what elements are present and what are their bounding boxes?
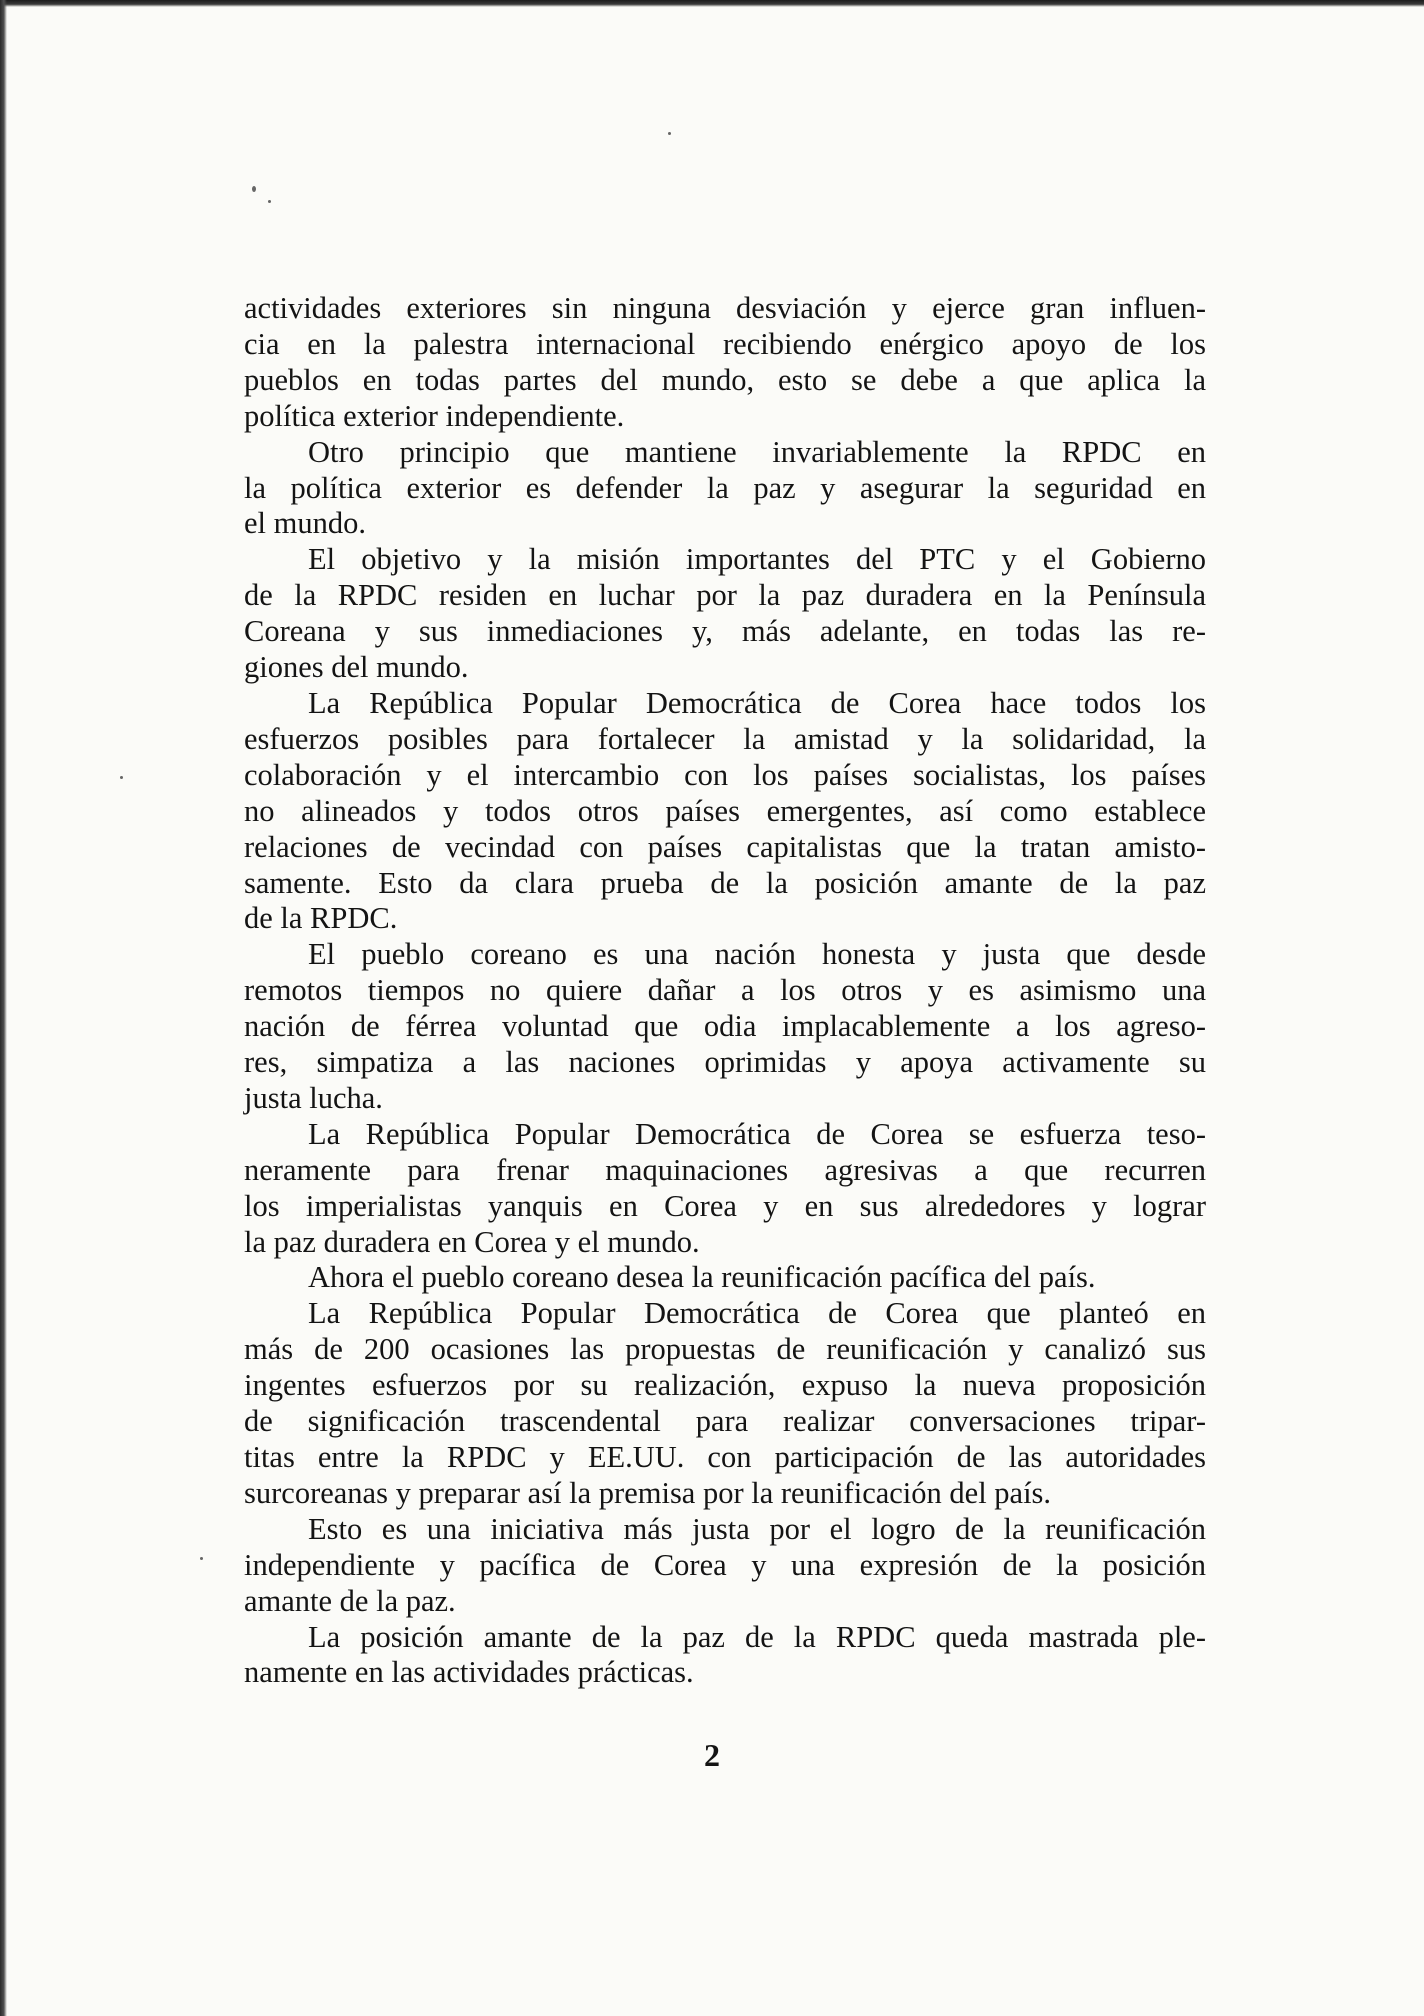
text-line: la paz duradera en Corea y el mundo.	[244, 1224, 700, 1259]
text-line: La República Popular Democrática de Corea hace todos los	[308, 685, 1206, 720]
text-line: de la RPDC.	[244, 901, 398, 936]
text-line: amante de la paz.	[244, 1583, 456, 1618]
text-line: no alineados y todos otros países emergentes, así como establece	[244, 793, 1206, 828]
text-line: el mundo.	[244, 506, 366, 541]
text-line: cia en la palestra internacional recibiendo enérgico apoyo de los	[244, 326, 1206, 361]
scan-speck	[200, 1557, 203, 1560]
text-line: Esto es una iniciativa más justa por el logro de la reunificación	[308, 1511, 1206, 1546]
text-line: de significación trascendental para realizar conversaciones tripar-	[244, 1404, 1206, 1439]
text-line: los imperialistas yanquis en Corea y en sus alrededores y lograr	[244, 1188, 1206, 1223]
paragraph	[244, 1512, 1206, 1620]
paragraph	[244, 937, 1206, 1117]
text-line: política exterior independiente.	[244, 398, 625, 433]
text-line: Coreana y sus inmediaciones y, más adelante, en todas las re-	[244, 614, 1206, 649]
text-line: neramente para frenar maquinaciones agresivas a que recurren	[244, 1152, 1206, 1187]
text-line: independiente y pacífica de Corea y una expresión de la posición	[244, 1547, 1206, 1582]
text-line: ingentes esfuerzos por su realización, expuso la nueva proposición	[244, 1368, 1206, 1403]
text-line: justa lucha.	[244, 1080, 383, 1115]
scan-edge-left	[0, 0, 7, 2016]
paragraph	[244, 1620, 1206, 1692]
text-line: Otro principio que mantiene invariablemente la RPDC en	[308, 434, 1206, 469]
text-line: esfuerzos posibles para fortalecer la amistad y la solidaridad, la	[244, 721, 1206, 756]
paragraph	[244, 686, 1206, 937]
text-line: pueblos en todas partes del mundo, esto se debe a que aplica la	[244, 362, 1206, 397]
text-line: nación de férrea voluntad que odia implacablemente a los agreso-	[244, 1009, 1206, 1044]
paragraph	[244, 435, 1206, 543]
text-line: El objetivo y la misión importantes del PTC y el Gobierno	[308, 542, 1206, 577]
text-line: La República Popular Democrática de Corea se esfuerza teso-	[308, 1116, 1206, 1151]
text-line: surcoreanas y preparar así la premisa por la reunificación del país.	[244, 1475, 1052, 1510]
text-line: El pueblo coreano es una nación honesta y justa que desde	[308, 937, 1206, 972]
text-line: actividades exteriores sin ninguna desviación y ejerce gran influen-	[244, 291, 1206, 325]
text-line: más de 200 ocasiones las propuestas de reunificación y canalizó sus	[244, 1332, 1206, 1367]
scan-speck	[268, 200, 271, 203]
paragraph	[244, 1260, 1206, 1296]
text-line: colaboración y el intercambio con los países socialistas, los países	[244, 757, 1206, 792]
text-line: Ahora el pueblo coreano desea la reunificación pacífica del país.	[308, 1260, 1096, 1295]
scan-speck	[120, 776, 123, 779]
scan-edge-top	[0, 0, 1424, 7]
body-text	[244, 291, 1206, 1691]
paragraph	[244, 1296, 1206, 1511]
text-line: titas entre la RPDC y EE.UU. con participación de las autoridades	[244, 1440, 1206, 1474]
scan-speck	[668, 132, 671, 135]
paragraph	[244, 291, 1206, 435]
text-line: remotos tiempos no quiere dañar a los otros y es asimismo una	[244, 973, 1206, 1008]
text-line: relaciones de vecindad con países capitalistas que la tratan amisto-	[244, 829, 1206, 864]
text-line: La República Popular Democrática de Corea que planteó en	[308, 1296, 1206, 1331]
text-line: namente en las actividades prácticas.	[244, 1655, 694, 1690]
text-line: samente. Esto da clara prueba de la posición amante de la paz	[244, 865, 1206, 900]
scan-speck	[252, 186, 256, 192]
text-line: La posición amante de la paz de la RPDC queda mastrada ple-	[308, 1619, 1206, 1654]
paragraph	[244, 542, 1206, 686]
text-line: de la RPDC residen en luchar por la paz duradera en la Península	[244, 578, 1206, 613]
text-line: res, simpatiza a las naciones oprimidas y apoya activamente su	[244, 1045, 1206, 1080]
text-line: giones del mundo.	[244, 650, 469, 685]
paragraph	[244, 1117, 1206, 1261]
page-number: 2	[704, 1737, 720, 1773]
text-line: la política exterior es defender la paz y asegurar la seguridad en	[244, 470, 1206, 505]
